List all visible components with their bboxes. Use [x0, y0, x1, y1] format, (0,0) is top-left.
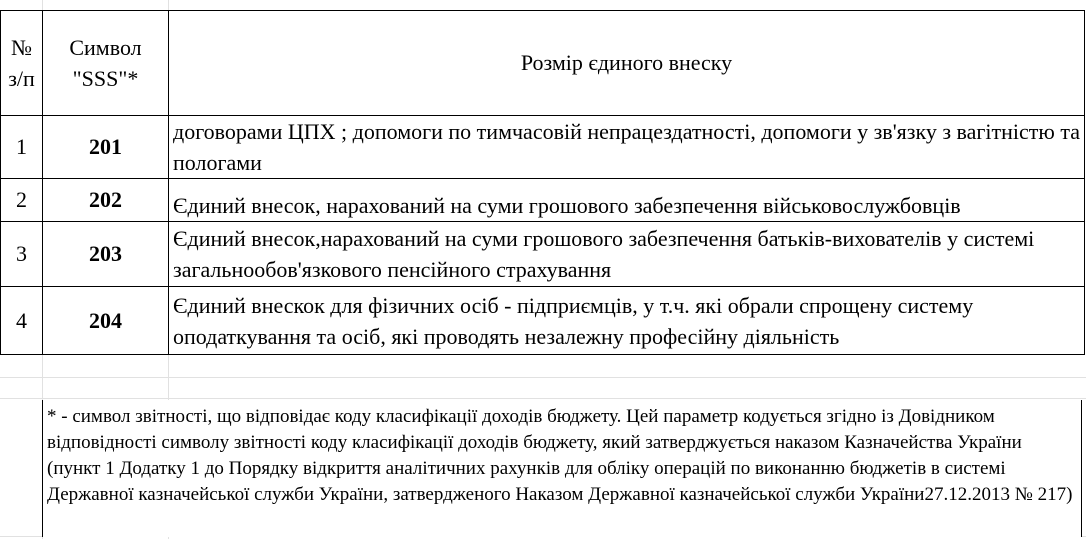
row-description-cell[interactable]: Єдиний внесок, нарахований на суми грошового забезпечення військовослужбовців — [169, 179, 1085, 222]
table-header-row — [1, 11, 1085, 116]
row-symbol-cell[interactable]: 203 — [43, 222, 169, 287]
header-number-line2: з/п — [8, 66, 35, 91]
row-description-cell[interactable]: Єдиний внескок для фізичних осіб - підприємців, у т.ч. які обрали спрощену систему оподаткування та осіб, які проводять незалежну професійну діяльність — [169, 287, 1085, 355]
grid-line — [0, 377, 1086, 378]
row-symbol-cell[interactable]: 204 — [43, 287, 169, 355]
header-description-cell[interactable] — [169, 11, 1085, 116]
header-symbol-cell[interactable] — [43, 11, 169, 116]
row-description-cell[interactable]: Єдиний внесок,нарахований на суми грошового забезпечення батьків-вихователів у системі загальнообов'язкового пенсійного страхування — [169, 222, 1085, 287]
row-number-cell[interactable]: 3 — [1, 222, 43, 287]
header-number-line1: № — [11, 35, 32, 60]
row-number-cell[interactable]: 1 — [1, 116, 43, 179]
contribution-table — [0, 10, 1085, 355]
table-row — [1, 222, 1085, 287]
table-row — [1, 179, 1085, 222]
row-number-cell[interactable]: 4 — [1, 287, 43, 355]
row-number-cell[interactable]: 2 — [1, 179, 43, 222]
header-symbol-line1: Символ — [69, 35, 142, 60]
row-symbol-cell[interactable]: 202 — [43, 179, 169, 222]
header-description: Розмір єдиного внеску — [520, 50, 733, 75]
row-description-cell[interactable]: договорами ЦПХ ; допомоги по тимчасовій непрацездатності, допомоги у зв'язку з вагітністю та пологами — [169, 116, 1085, 179]
header-symbol-line2: "SSS"* — [72, 66, 139, 91]
footnote-cell[interactable]: * - символ звітності, що відповідає коду класифікації доходів бюджету. Цей параметр кодується згідно із Довідником відповідності символу звітності коду класифікації доходів бюджету, який затверджується наказом Казначейства України (пункт 1 Додатку 1 до Порядку відкриття аналітичних рахунків для обліку операцій по виконанню бюджетів в системі Державної казначейської служби України, затвердженого Наказом Державної казначейської служби України27.12.2013 № 217) — [42, 400, 1082, 537]
grid-line — [0, 398, 1086, 399]
table-row — [1, 116, 1085, 179]
table-row — [1, 287, 1085, 355]
header-number-cell[interactable] — [1, 11, 43, 116]
row-symbol-cell[interactable]: 201 — [43, 116, 169, 179]
